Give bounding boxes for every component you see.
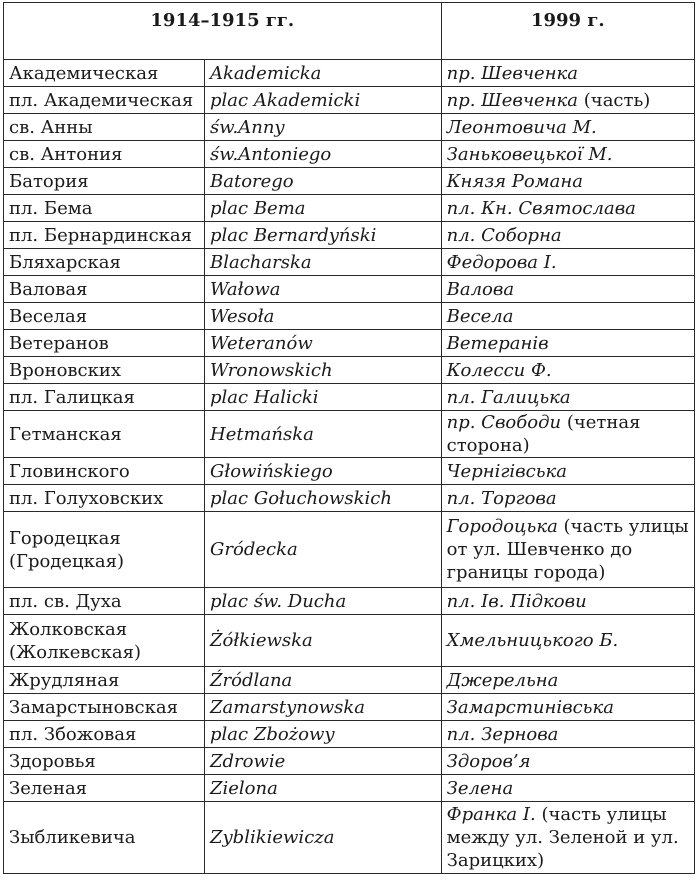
cell-ukrainian-name	[441, 330, 694, 357]
cell-polish-name: Zielona	[205, 775, 442, 802]
cell-russian-name: Жолковская (Жолкевская)	[4, 615, 205, 667]
cell-russian-name: Ветеранов	[4, 330, 205, 357]
cell-russian-name: Бляхарская	[4, 249, 205, 276]
table-row	[4, 195, 695, 222]
cell-russian-name: Зыбликевича	[4, 802, 205, 874]
cell-polish-name: plac Zbożowy	[205, 721, 442, 748]
cell-ukrainian-name	[441, 195, 694, 222]
cell-polish-name: Zamarstynowska	[205, 694, 442, 721]
ukrainian-name-text: пл. Зернова	[446, 723, 559, 745]
cell-russian-name: пл. Збожовая	[4, 721, 205, 748]
cell-ukrainian-name	[441, 748, 694, 775]
cell-russian-name: Гетманская	[4, 411, 205, 458]
ukrainian-name-text: Чернігівська	[446, 460, 568, 482]
cell-russian-name: пл. Бема	[4, 195, 205, 222]
table-row	[4, 168, 695, 195]
cell-russian-name: Городецкая (Гродецкая)	[4, 512, 205, 588]
cell-russian-name: Батория	[4, 168, 205, 195]
ukrainian-name-text: Хмельницького Б.	[446, 630, 619, 651]
cell-polish-name: Blacharska	[205, 249, 442, 276]
ukrainian-name-text: Здоров’я	[446, 750, 531, 772]
cell-russian-name: пл. св. Духа	[4, 588, 205, 615]
cell-ukrainian-name	[441, 485, 694, 512]
table-row	[4, 485, 695, 512]
ukrainian-name-text: Джерельна	[446, 669, 559, 691]
cell-polish-name: plac Halicki	[205, 384, 442, 411]
cell-russian-name: пл. Галицкая	[4, 384, 205, 411]
cell-russian-name: Гловинского	[4, 458, 205, 485]
table-row	[4, 588, 695, 615]
ukrainian-name-text: пл. Ів. Підкови	[446, 590, 587, 612]
table-row	[4, 775, 695, 802]
cell-ukrainian-name	[441, 667, 694, 694]
ukrainian-name-text: Валова	[446, 278, 515, 300]
cell-ukrainian-name	[441, 458, 694, 485]
cell-polish-name: plac Bema	[205, 195, 442, 222]
cell-polish-name: Zyblikiewicza	[205, 802, 442, 874]
header-period-1999: 1999 г.	[441, 3, 694, 60]
ukrainian-name-text: пл. Соборна	[446, 224, 562, 246]
cell-ukrainian-name	[441, 357, 694, 384]
ukrainian-name-text: пр. Свободи	[446, 412, 562, 433]
table-row	[4, 748, 695, 775]
cell-polish-name: Zdrowie	[205, 748, 442, 775]
cell-polish-name: Hetmańska	[205, 411, 442, 458]
table-row	[4, 802, 695, 874]
cell-russian-name: пл. Бернардинская	[4, 222, 205, 249]
table-body	[4, 60, 695, 874]
cell-polish-name: plac Bernardyński	[205, 222, 442, 249]
cell-ukrainian-name	[441, 802, 694, 874]
ukrainian-name-note: (часть)	[578, 89, 651, 111]
cell-polish-name: św.Antoniego	[205, 141, 442, 168]
table-row	[4, 330, 695, 357]
cell-ukrainian-name	[441, 222, 694, 249]
cell-russian-name: св. Анны	[4, 114, 205, 141]
cell-ukrainian-name	[441, 721, 694, 748]
table-row	[4, 615, 695, 667]
cell-ukrainian-name	[441, 615, 694, 667]
header-period-1914: 1914–1915 гг.	[4, 3, 442, 60]
cell-polish-name: Źródlana	[205, 667, 442, 694]
table-row	[4, 60, 695, 87]
ukrainian-name-note: (часть улицы от ул. Шевченко до границы города)	[446, 516, 689, 583]
ukrainian-name-text: пл. Галицька	[446, 386, 571, 408]
cell-russian-name: Зеленая	[4, 775, 205, 802]
ukrainian-name-text: пл. Кн. Святослава	[446, 197, 636, 219]
table-row	[4, 458, 695, 485]
cell-polish-name: plac Gołuchowskich	[205, 485, 442, 512]
table-row	[4, 357, 695, 384]
ukrainian-name-text: Колесси Ф.	[446, 359, 552, 381]
table-row	[4, 249, 695, 276]
cell-ukrainian-name	[441, 249, 694, 276]
cell-polish-name: Żółkiewska	[205, 615, 442, 667]
cell-polish-name: Weteranów	[205, 330, 442, 357]
cell-ukrainian-name	[441, 303, 694, 330]
cell-polish-name: Głowińskiego	[205, 458, 442, 485]
ukrainian-name-text: Весела	[446, 305, 514, 327]
ukrainian-name-text: Федорова І.	[446, 251, 557, 273]
cell-ukrainian-name	[441, 775, 694, 802]
cell-polish-name: plac św. Ducha	[205, 588, 442, 615]
cell-ukrainian-name	[441, 411, 694, 458]
table-row	[4, 141, 695, 168]
cell-polish-name: Wesoła	[205, 303, 442, 330]
cell-polish-name: plac Akademicki	[205, 87, 442, 114]
cell-russian-name: Здоровья	[4, 748, 205, 775]
ukrainian-name-text: Князя Романа	[446, 170, 583, 192]
cell-polish-name: Batorego	[205, 168, 442, 195]
table-row	[4, 114, 695, 141]
ukrainian-name-text: Франка І.	[446, 804, 536, 825]
cell-russian-name: Вроновских	[4, 357, 205, 384]
ukrainian-name-text: Леонтовича М.	[446, 116, 597, 138]
cell-russian-name: Жрудляная	[4, 667, 205, 694]
table-row	[4, 87, 695, 114]
cell-ukrainian-name	[441, 168, 694, 195]
ukrainian-name-text: пл. Торгова	[446, 487, 557, 509]
table-row	[4, 222, 695, 249]
ukrainian-name-note: (часть улицы между ул. Зеленой и ул. Зарицких)	[446, 804, 679, 871]
ukrainian-name-text: Зелена	[446, 777, 514, 799]
cell-polish-name: Wałowa	[205, 276, 442, 303]
table-row	[4, 721, 695, 748]
cell-ukrainian-name	[441, 87, 694, 114]
ukrainian-name-text: Городоцька	[446, 516, 558, 537]
cell-ukrainian-name	[441, 141, 694, 168]
cell-ukrainian-name	[441, 114, 694, 141]
cell-ukrainian-name	[441, 384, 694, 411]
table-header-row	[4, 3, 695, 60]
table-row	[4, 667, 695, 694]
ukrainian-name-text: Заньковецької М.	[446, 143, 613, 165]
cell-polish-name: Gródecka	[205, 512, 442, 588]
cell-ukrainian-name	[441, 694, 694, 721]
cell-polish-name: Wronowskich	[205, 357, 442, 384]
table-row	[4, 411, 695, 458]
cell-russian-name: Замарстыновская	[4, 694, 205, 721]
cell-russian-name: Академическая	[4, 60, 205, 87]
table-row	[4, 303, 695, 330]
cell-russian-name: Веселая	[4, 303, 205, 330]
table-row	[4, 512, 695, 588]
cell-russian-name: пл. Академическая	[4, 87, 205, 114]
cell-ukrainian-name	[441, 60, 694, 87]
cell-polish-name: Akademicka	[205, 60, 442, 87]
table-row	[4, 276, 695, 303]
cell-russian-name: Валовая	[4, 276, 205, 303]
ukrainian-name-text: пр. Шевченка	[446, 89, 579, 111]
table-row	[4, 384, 695, 411]
ukrainian-name-note: (четная сторона)	[446, 412, 641, 456]
cell-ukrainian-name	[441, 276, 694, 303]
ukrainian-name-text: пр. Шевченка	[446, 62, 579, 84]
ukrainian-name-text: Замарстинівська	[446, 696, 614, 718]
cell-ukrainian-name	[441, 588, 694, 615]
cell-russian-name: св. Антония	[4, 141, 205, 168]
cell-polish-name: św.Anny	[205, 114, 442, 141]
cell-russian-name: пл. Голуховских	[4, 485, 205, 512]
ukrainian-name-text: Ветеранів	[446, 332, 549, 354]
street-names-table	[3, 2, 695, 874]
table-row	[4, 694, 695, 721]
cell-ukrainian-name	[441, 512, 694, 588]
